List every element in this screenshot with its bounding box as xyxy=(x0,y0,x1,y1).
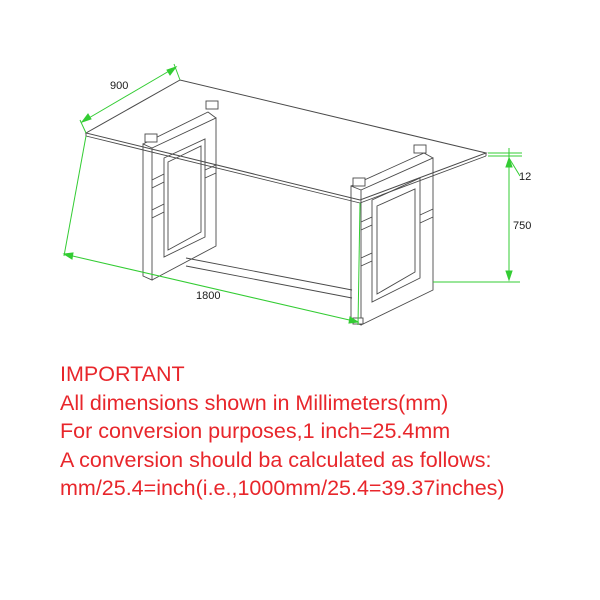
important-notice xyxy=(60,360,595,503)
height-dimension-label: 750 xyxy=(513,220,532,232)
width-dimension xyxy=(80,64,180,133)
thickness-dimension xyxy=(488,148,522,176)
left-frame-leg xyxy=(143,101,218,280)
thickness-dimension-label: 12 xyxy=(519,171,532,183)
height-dimension xyxy=(433,158,520,282)
notice-line-units: All dimensions shown in Millimeters(mm) xyxy=(60,390,449,415)
notice-line-example: mm/25.4=inch(i.e.,1000mm/25.4=39.37inches) xyxy=(60,476,505,501)
notice-heading: IMPORTANT xyxy=(60,362,185,386)
length-dimension-label: 1800 xyxy=(196,290,221,302)
right-frame-leg xyxy=(351,145,433,325)
notice-line-conversion: For conversion purposes,1 inch=25.4mm xyxy=(60,419,451,444)
notice-line-calculation: A conversion should ba calculated as follows: xyxy=(60,447,492,472)
width-dimension-label: 900 xyxy=(110,80,129,92)
